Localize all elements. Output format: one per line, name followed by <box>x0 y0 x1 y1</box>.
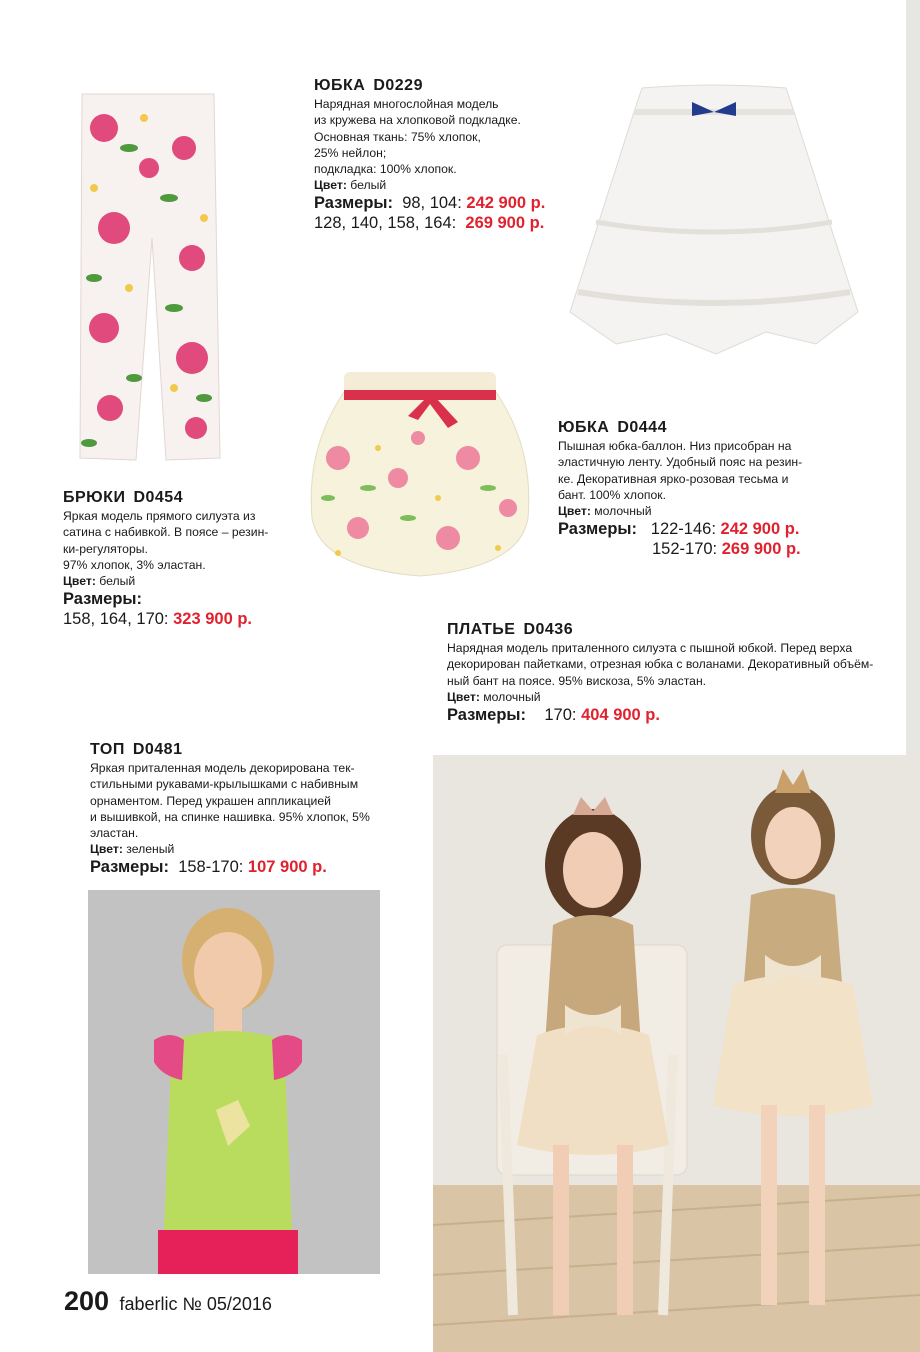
description-line: Яркая модель прямого силуэта из <box>63 509 256 524</box>
product-top-d0481 <box>90 742 370 877</box>
description-line: орнаментом. Перед украшен аппликацией <box>90 793 331 808</box>
sizes-row: 128, 140, 158, 164: 269 900 р. <box>314 214 545 233</box>
description-line: из кружева на хлопковой подкладке. <box>314 113 521 128</box>
sizes-row: 152-170: 269 900 р. <box>652 540 801 559</box>
balloon-skirt-photo <box>298 368 542 582</box>
page-footer <box>64 1286 272 1317</box>
product-title: ЮБКА D0229 <box>314 77 423 94</box>
sizes-row: 158, 164, 170: 323 900 р. <box>63 610 252 629</box>
green-top-photo <box>88 890 380 1274</box>
description-line: бант. 100% хлопок. <box>558 487 666 502</box>
price: 242 900 р. <box>720 520 800 539</box>
product-pants-d0454 <box>63 490 268 629</box>
sizes-row: Размеры: 98, 104: 242 900 р. <box>314 194 546 213</box>
product-title: ЮБКА D0444 <box>558 419 667 436</box>
color-line: Цвет: белый <box>314 178 387 193</box>
girls-dresses-photo <box>433 755 920 1352</box>
product-title: ПЛАТЬЕ D0436 <box>447 621 574 638</box>
sizes-row: Размеры: 122-146: 242 900 р. <box>558 520 800 539</box>
description-line: стильными рукавами-крылышками с набивным <box>90 777 359 792</box>
pants-photo <box>74 88 226 466</box>
description-line: подкладка: 100% хлопок. <box>314 162 457 177</box>
price: 404 900 р. <box>581 706 660 725</box>
description-line: сатина с набивкой. В поясе – резин- <box>63 525 269 540</box>
product-skirt-d0229 <box>314 78 545 233</box>
lace-skirt-photo <box>566 82 862 360</box>
price: 107 900 р. <box>247 858 327 877</box>
description-line: Нарядная модель приталенного силуэта с пышной юбкой. Перед верха <box>447 641 853 656</box>
publication-label: faberlic № 05/2016 <box>119 1294 272 1314</box>
sizes-row: Размеры: 158-170: 107 900 р. <box>90 858 327 877</box>
product-skirt-d0444 <box>558 420 802 559</box>
description-line: эластичную ленту. Удобный пояс на резин- <box>558 455 803 470</box>
product-title: ТОП D0481 <box>90 741 183 758</box>
color-line: Цвет: белый <box>63 574 136 589</box>
product-dress-d0436 <box>447 622 873 725</box>
price: 242 900 р. <box>466 194 546 213</box>
description-line: Нарядная многослойная модель <box>314 97 499 112</box>
description-line: 97% хлопок, 3% эластан. <box>63 557 206 572</box>
description-line: 25% нейлон; <box>314 145 387 160</box>
color-line: Цвет: зеленый <box>90 842 175 857</box>
sizes-label: Размеры: <box>63 590 143 609</box>
price: 323 900 р. <box>173 610 252 629</box>
description-line: декорирован пайетками, отрезная юбка с воланами. Декоративный объём- <box>447 657 874 672</box>
description-line: Основная ткань: 75% хлопок, <box>314 129 481 144</box>
description-line: и вышивкой, на спинке нашивка. 95% хлопок, 5% <box>90 809 370 824</box>
description-line: ки-регуляторы. <box>63 541 148 556</box>
description-line: Яркая приталенная модель декорирована тек- <box>90 761 355 776</box>
page-number: 200 <box>64 1286 110 1316</box>
product-title: БРЮКИ D0454 <box>63 489 184 506</box>
description-line: ке. Декоративная ярко-розовая тесьма и <box>558 471 789 486</box>
sizes-row: Размеры: 170: 404 900 р. <box>447 706 660 725</box>
price: 269 900 р. <box>721 540 801 559</box>
description-line: эластан. <box>90 826 139 841</box>
description-line: ный бант на поясе. 95% вискоза, 5% эластан. <box>447 673 707 688</box>
color-line: Цвет: молочный <box>447 689 541 704</box>
description-line: Пышная юбка-баллон. Низ присобран на <box>558 439 792 454</box>
price: 269 900 р. <box>465 214 545 233</box>
color-line: Цвет: молочный <box>558 504 652 519</box>
